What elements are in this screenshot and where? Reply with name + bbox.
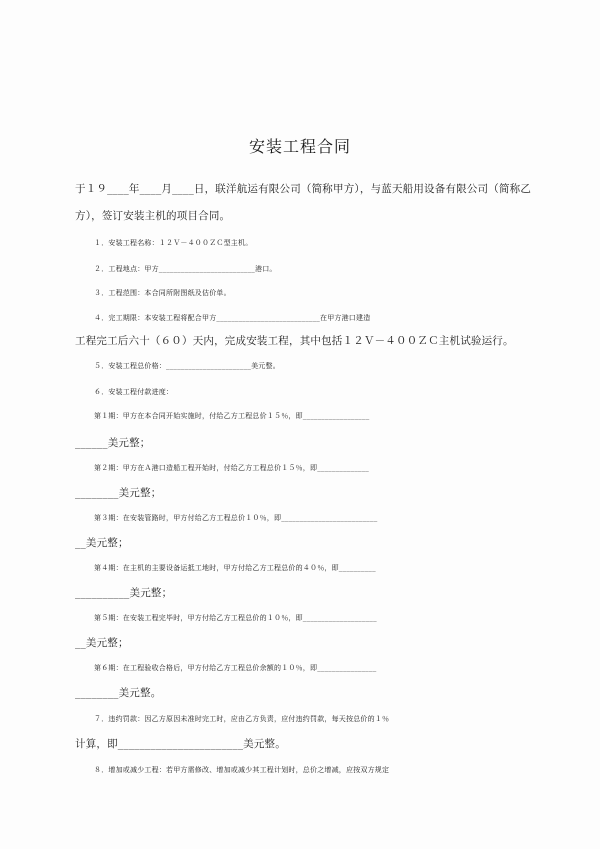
clause-5-total-price: ５．安装工程总价格：_______________________美元整。 bbox=[94, 362, 280, 370]
clause-2-location: ２．工程地点：甲方__________________________港口。 bbox=[94, 265, 277, 273]
preamble-line-1: 于１９____年____月____日，联洋航运有限公司（简称甲方），与蓝天船用设备有限公司（简称乙 bbox=[75, 183, 532, 195]
clause-6-payment-schedule: ６．安装工程付款进度： bbox=[94, 388, 174, 396]
payment-phase-3-line-1: 第３期：在安装管路时，甲方付给乙方工程总价１０％，即__________________________ bbox=[94, 514, 378, 522]
payment-phase-6-line-1: 第６期：在工程验收合格后，甲方付给乙方工程总价余额的１０％，即________________ bbox=[94, 664, 377, 672]
payment-phase-5-line-2: __美元整； bbox=[75, 637, 129, 649]
payment-phase-6-line-2: ________美元整。 bbox=[75, 687, 162, 699]
payment-phase-1-line-1: 第１期：甲方在本合同开始实施时，付给乙方工程总价１５％，即__________________ bbox=[94, 412, 370, 420]
clause-8-changes-line-1: ８．增加或减少工程：若甲方需修改、增加或减少其工程计划时，总价之增减，应按双方规定 bbox=[94, 766, 390, 774]
clause-7-penalty-line-1: ７．违约罚款：因乙方原因未准时完工时，应由乙方负责，应付违约罚款，每天按总价的１％ bbox=[94, 715, 390, 723]
payment-phase-1-line-2: ______美元整； bbox=[75, 437, 151, 449]
payment-phase-5-line-1: 第５期：在安装工程完毕时，甲方付给乙方工程总价的１０％，即____________________ bbox=[94, 614, 377, 622]
clause-4-deadline-line-2: 工程完工后六十（６０）天内，完成安装工程，其中包括１２Ｖ－４００ＺＣ主机试验运行。 bbox=[75, 335, 514, 347]
preamble-line-2: 方），签订安装主机的项目合同。 bbox=[75, 210, 231, 222]
payment-phase-2-line-1: 第２期：甲方在Ａ港口造船工程开始时，付给乙方工程总价１５％，即______________ bbox=[94, 464, 369, 472]
clause-1-project-name: １．安装工程名称：１２Ｖ－４００ＺＣ型主机。 bbox=[94, 239, 253, 247]
document-title: 安装工程合同 bbox=[248, 137, 351, 156]
payment-phase-3-line-2: __美元整； bbox=[75, 537, 129, 549]
payment-phase-2-line-2: ________美元整； bbox=[75, 487, 162, 499]
clause-4-deadline-line-1: ４．完工期限：本安装工程将配合甲方____________________________在甲方港口建造 bbox=[94, 314, 371, 322]
clause-7-penalty-line-2: 计算，即_______________________美元整。 bbox=[75, 738, 286, 750]
payment-phase-4-line-2: __________美元整； bbox=[75, 587, 173, 599]
clause-3-scope: ３．工程范围：本合同所附图纸及估价单。 bbox=[94, 289, 231, 297]
payment-phase-4-line-1: 第４期：在主机的主要设备运抵工地时，甲方付给乙方工程总价的４０％，即__________ bbox=[94, 564, 376, 572]
